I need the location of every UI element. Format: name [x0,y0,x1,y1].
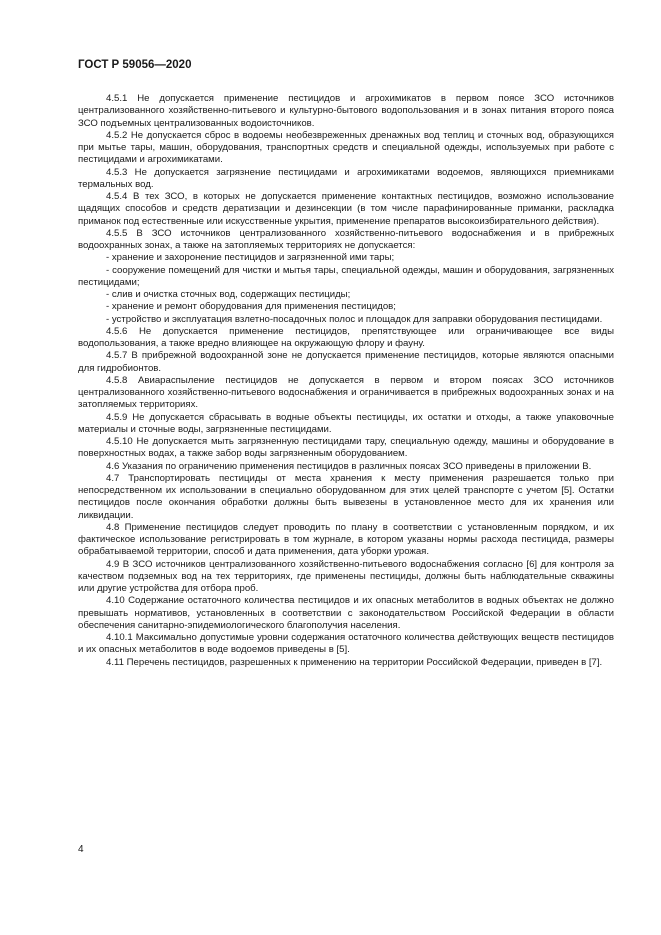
clause-4-8: 4.8 Применение пестицидов следует проводить по плану в соответствии с установленным порядком, и их фактическое использование регистрировать в том журнале, в котором указаны нормы расхода пестицида, размеры обрабатываемой территории, способ и дата применения, дата уборки урожая. [78,521,614,558]
list-item: - хранение и ремонт оборудования для применения пестицидов; [106,301,396,313]
clause-4-10-1: 4.10.1 Максимально допустимые уровни содержания остаточного количества действующих веществ пестицидов и их опасных метаболитов в воде водоемов приведены в [5]. [78,632,614,656]
clause-4-11: 4.11 Перечень пестицидов, разрешенных к применению на территории Российской Федерации, приведен в [7]. [106,656,603,668]
clause-4-7: 4.7 Транспортировать пестициды от места хранения к месту применения разрешается только при непосредственном их использовании в специально оборудованном для этих целей транспорте с учетом [5]. Остатки пестицидов после окончания обработки должны быть вывезены в установленное место для их хранения или ликвидации. [78,472,614,521]
clause-4-5-7: 4.5.7 В прибрежной водоохранной зоне не допускается применение пестицидов, которые являются опасными для гидробионтов. [78,350,614,374]
list-item: - устройство и эксплуатация взлетно-посадочных полос и площадок для заправки оборудования пестицидами. [106,313,603,325]
clause-4-5-8: 4.5.8 Авиараспыление пестицидов не допускается в первом и втором поясах ЗСО источников централизованного хозяйственно-питьевого водоснабжения и ограничивается в прибрежных водоохранных зонах и на затопляемых территориях. [78,374,614,411]
clause-4-5-9: 4.5.9 Не допускается сбрасывать в водные объекты пестициды, их остатки и отходы, а также упаковочные материалы и сточные воды, загрязненные пестицидами. [78,411,614,435]
clause-4-5-1: 4.5.1 Не допускается применение пестицидов и агрохимикатов в первом поясе ЗСО источников централизованного хозяйственно-питьевого и культурно-бытового водопользования и в зонах питания второго пояса ЗСО подъемных централизованных водоисточников. [78,93,614,129]
clause-4-5-3: 4.5.3 Не допускается загрязнение пестицидами и агрохимикатами водоемов, являющихся приемниками термальных вод. [78,166,614,190]
clause-4-9: 4.9 В ЗСО источников централизованного хозяйственно-питьевого водоснабжения согласно [6] для контроля за качеством подземных вод на тех территориях, где применены пестициды, должны быть наблюдательные скважины или другие устройства для отбора проб. [78,558,614,594]
document-body [78,93,614,669]
clause-4-5-5: 4.5.5 В ЗСО источников централизованного хозяйственно-питьевого водоснабжения и в прибрежных водоохранных зонах, а также на затопляемых территориях не допускается: [78,227,614,251]
clause-4-5-6: 4.5.6 Не допускается применение пестицидов, препятствующее или ограничивающее все виды водопользования, а также вредно влияющее на окружающую флору и фауну. [78,325,614,349]
page-number: 4 [78,844,84,855]
list-item: - сооружение помещений для чистки и мытья тары, специальной одежды, машин и оборудования, загрязненных пестицидами; [78,264,614,288]
clause-4-10: 4.10 Содержание остаточного количества пестицидов и их опасных метаболитов в водных объектах не должно превышать нормативов, установленных в соответствии с законодательством Российской Федерации в области обеспечения санитарно-эпидемиологического благополучия населения. [78,595,614,631]
list-item: - хранение и захоронение пестицидов и загрязненной ими тары; [106,252,395,264]
document-code-header: ГОСТ Р 59056—2020 [78,59,192,71]
list-item: - слив и очистка сточных вод, содержащих пестициды; [106,289,351,300]
clause-4-5-4: 4.5.4 В тех ЗСО, в которых не допускается применение контактных пестицидов, возможно использование щадящих способов и средств дератизации и дезинсекции (в том числе парафинированные приманки, раскладка приманок под естественные или искусственные укрытия, применение препаратов высокоизбирательного действия). [78,191,614,227]
clause-4-6: 4.6 Указания по ограничению применения пестицидов в различных поясах ЗСО приведены в приложении В. [106,460,592,472]
clause-4-5-2: 4.5.2 Не допускается сброс в водоемы необезвреженных дренажных вод теплиц и сточных вод, образующихся при мытье тары, машин, оборудования, транспортных средств и специальной одежды, используемых при работе с пестицидами и агрохимикатами. [78,129,614,166]
clause-4-5-10: 4.5.10 Не допускается мыть загрязненную пестицидами тару, специальную одежду, машины и оборудование в поверхностных водах, а также забор воды загрязненным оборудованием. [78,436,614,460]
